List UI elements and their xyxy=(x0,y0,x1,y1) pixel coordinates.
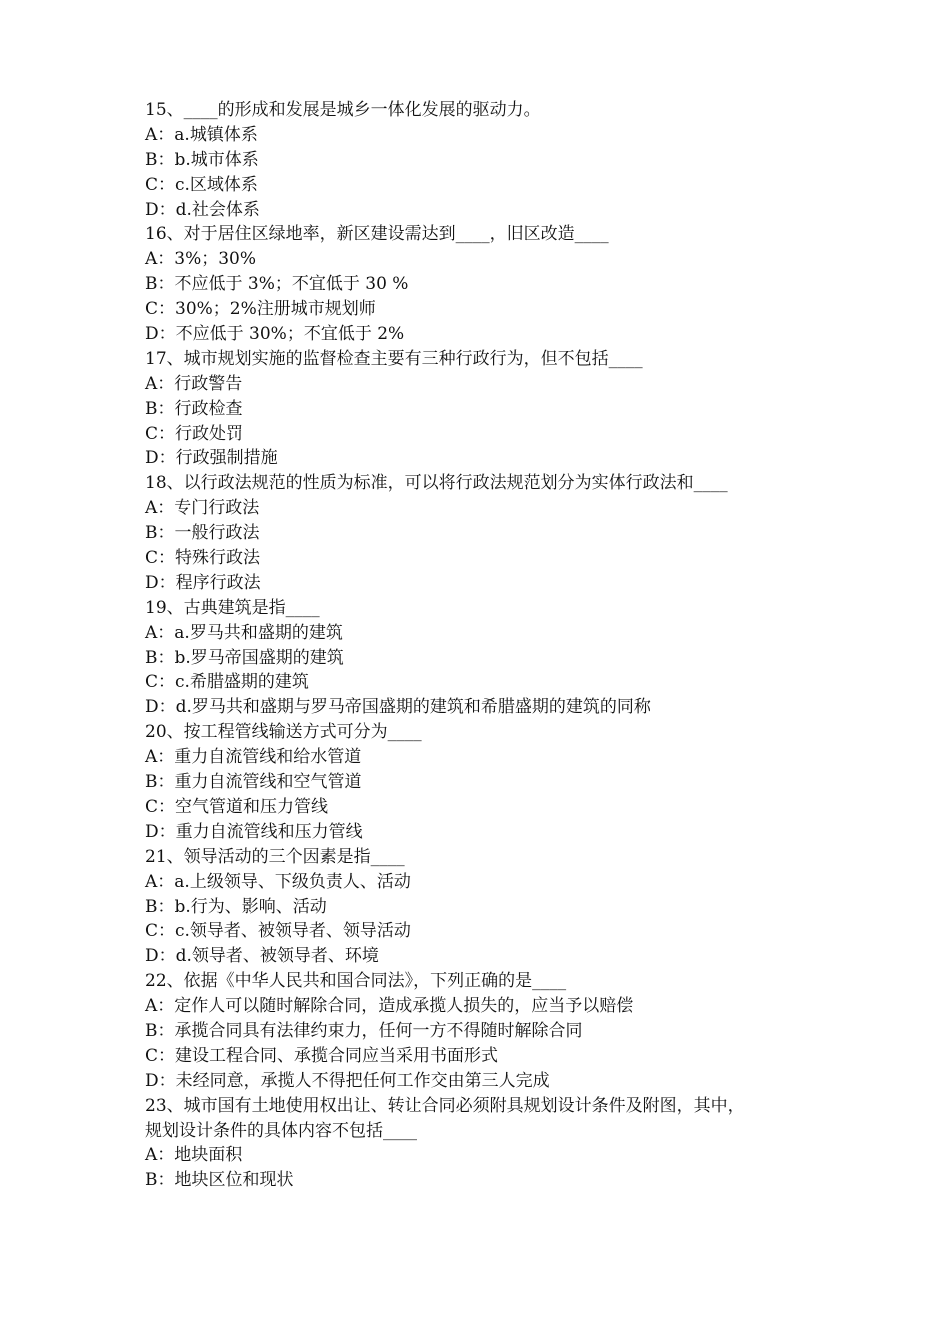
question-stem: 15、____的形成和发展是城乡一体化发展的驱动力。 xyxy=(145,100,541,120)
answer-option: B：b.城市体系 xyxy=(145,149,259,170)
answer-option: B：一般行政法 xyxy=(145,523,260,544)
question-block xyxy=(145,969,825,1093)
question-block xyxy=(145,471,825,595)
answer-option: C：行政处罚 xyxy=(145,423,244,444)
answer-option: B：地块区位和现状 xyxy=(145,1170,294,1191)
question-stem: 19、古典建筑是指____ xyxy=(145,597,320,618)
answer-option: C：30%；2%注册城市规划师 xyxy=(145,299,376,320)
answer-option: A：a.罗马共和盛期的建筑 xyxy=(145,622,343,643)
question-stem: 20、按工程管线输送方式可分为____ xyxy=(145,722,422,743)
question-stem: 23、城市国有土地使用权出让、转让合同必须附具规划设计条件及附图，其中， xyxy=(145,1095,745,1116)
answer-option: D：d.领导者、被领导者、环境 xyxy=(145,946,379,967)
answer-option: A：行政警告 xyxy=(145,373,243,394)
answer-option: B：重力自流管线和空气管道 xyxy=(145,772,362,793)
question-block xyxy=(145,720,825,844)
answer-option: A：定作人可以随时解除合同，造成承揽人损失的，应当予以赔偿 xyxy=(145,996,634,1017)
answer-option: C：建设工程合同、承揽合同应当采用书面形式 xyxy=(145,1045,499,1066)
question-block xyxy=(145,347,825,471)
question-stem: 规划设计条件的具体内容不包括____ xyxy=(145,1120,417,1141)
question-block xyxy=(145,596,825,720)
question-stem: 22、依据《中华人民共和国合同法》，下列正确的是____ xyxy=(145,971,567,992)
question-block xyxy=(145,845,825,969)
answer-option: D：重力自流管线和压力管线 xyxy=(145,821,363,842)
question-block xyxy=(145,222,825,346)
answer-option: B：不应低于 3%；不宜低于 30 % xyxy=(145,274,409,295)
answer-option: A：专门行政法 xyxy=(145,498,260,519)
answer-option: A：3%；30% xyxy=(145,249,257,270)
answer-option: B：承揽合同具有法律约束力，任何一方不得随时解除合同 xyxy=(145,1020,583,1041)
question-block xyxy=(145,1094,825,1194)
answer-option: A：a.上级领导、下级负责人、活动 xyxy=(145,871,411,892)
answer-option: D：不应低于 30%；不宜低于 2% xyxy=(145,324,405,345)
answer-option: B：行政检查 xyxy=(145,398,243,419)
answer-option: B：b.行为、影响、活动 xyxy=(145,896,327,917)
answer-option: D：未经同意，承揽人不得把任何工作交由第三人完成 xyxy=(145,1070,550,1091)
answer-option: D：d.罗马共和盛期与罗马帝国盛期的建筑和希腊盛期的建筑的同称 xyxy=(145,697,651,718)
answer-option: C：特殊行政法 xyxy=(145,548,261,569)
question-stem: 18、以行政法规范的性质为标准，可以将行政法规范划分为实体行政法和____ xyxy=(145,473,728,494)
answer-option: C：c.区域体系 xyxy=(145,174,258,195)
answer-option: A：重力自流管线和给水管道 xyxy=(145,747,362,768)
question-stem: 17、城市规划实施的监督检查主要有三种行政行为，但不包括____ xyxy=(145,348,643,369)
answer-option: D：行政强制措施 xyxy=(145,448,278,469)
document-body xyxy=(145,98,825,1193)
answer-option: C：空气管道和压力管线 xyxy=(145,796,329,817)
answer-option: C：c.希腊盛期的建筑 xyxy=(145,672,309,693)
answer-option: B：b.罗马帝国盛期的建筑 xyxy=(145,647,344,668)
answer-option: A：地块面积 xyxy=(145,1145,243,1166)
question-block xyxy=(145,98,825,222)
question-stem: 16、对于居住区绿地率，新区建设需达到____，旧区改造____ xyxy=(145,224,609,245)
answer-option: D：程序行政法 xyxy=(145,572,261,593)
answer-option: D：d.社会体系 xyxy=(145,199,260,220)
answer-option: C：c.领导者、被领导者、领导活动 xyxy=(145,921,411,942)
question-stem: 21、领导活动的三个因素是指____ xyxy=(145,846,405,867)
answer-option: A：a.城镇体系 xyxy=(145,124,258,145)
